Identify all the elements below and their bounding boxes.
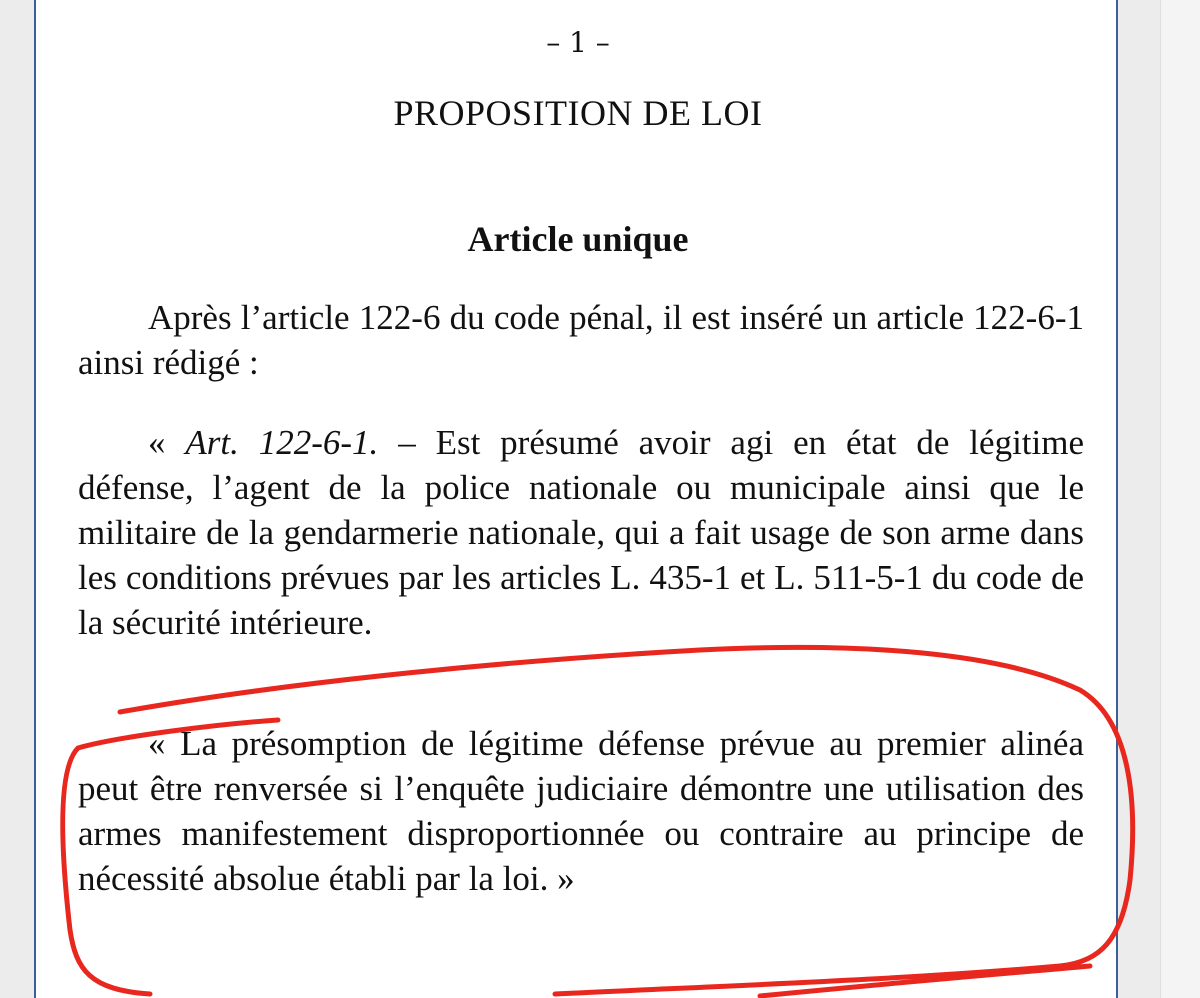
article-body: – Est présumé avoir agi en état de légitime défense, l’agent de la police nationale ou municipale ainsi que le militaire de la gendarmerie nationale, qui a fait usage de son arme dans les conditions prévues par les articles L. 435-1 et L. 511-5-1 du code de la sécurité intérieure.: [78, 423, 1084, 642]
paragraph-article-text: [78, 420, 1084, 645]
page-number: – 1 –: [546, 26, 610, 59]
document-page: [34, 0, 1118, 998]
paragraph-intro: Après l’article 122-6 du code pénal, il est inséré un article 122-6-1 ainsi rédigé :: [78, 298, 1084, 382]
scrollbar-track[interactable]: [1160, 0, 1200, 998]
open-quote: «: [148, 423, 186, 462]
article-heading: Article unique: [467, 219, 689, 259]
document-title: PROPOSITION DE LOI: [393, 93, 763, 133]
paragraph-presumption-reversal: « La présomption de légitime défense prévue au premier alinéa peut être renversée si l’enquête judiciaire démontre une utilisation des armes manifestement disproportionnée ou contraire au principe de nécessité absolue établi par la loi. »: [78, 724, 1084, 898]
article-reference: Art. 122-6-1.: [185, 423, 379, 462]
